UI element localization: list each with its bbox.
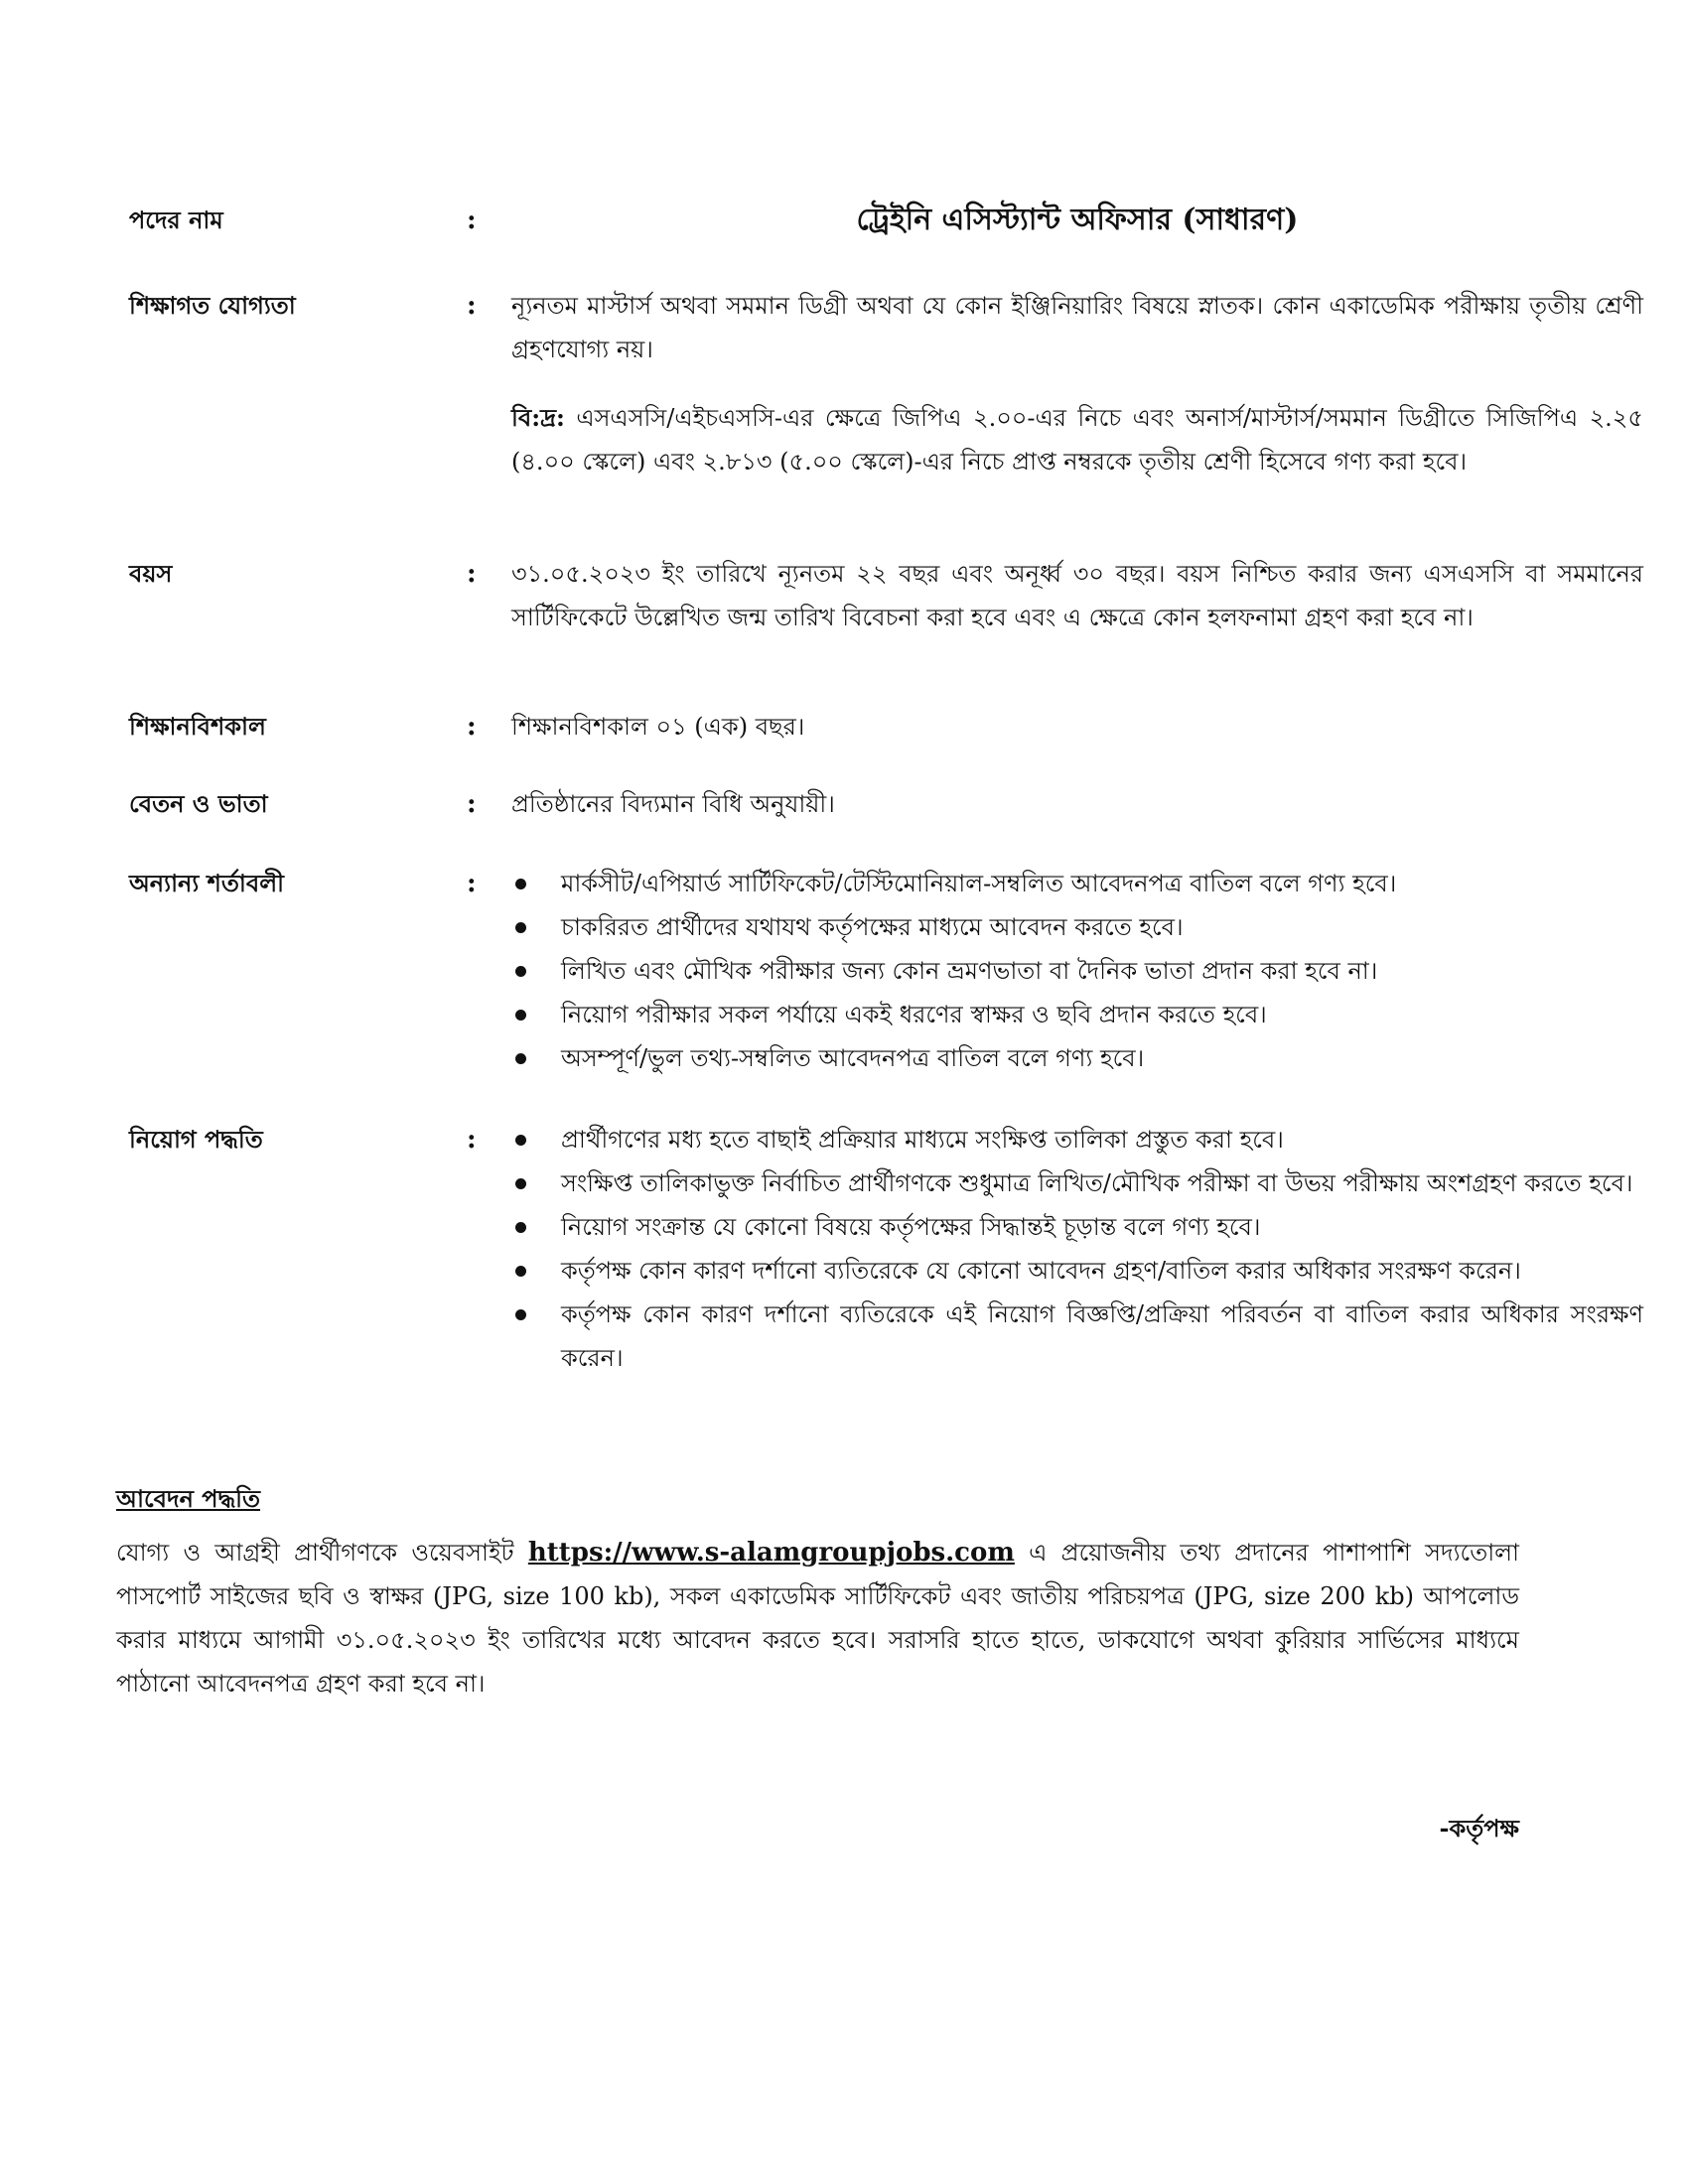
age-label: বয়স bbox=[129, 559, 173, 588]
bullet-icon bbox=[515, 1053, 526, 1064]
website-link[interactable]: https://www.s-alamgroupjobs.com bbox=[527, 1538, 1015, 1568]
education-colon: : bbox=[467, 291, 477, 321]
apply-body bbox=[116, 1531, 1519, 1706]
apply-text-after: এ প্রয়োজনীয় তথ্য প্রদানের পাশাপাশি সদ্যতোলা পাসপোর্ট সাইজের ছবি ও স্বাক্ষর (JPG, size 100 kb), সকল একাডেমিক সার্টিফিকেট এবং জাতীয় পরিচয়পত্র (JPG, size 200 kb) আপলোড করার মাধ্যমে আগামী ৩১.০৫.২০২৩ ইং তারিখের মধ্যে আবেদন করতে হবে। সরাসরি হাতে হাতে, ডাকযোগে অথবা কুরিয়ার সার্ভিসের মাধ্যমে পাঠানো আবেদনপত্র গ্রহণ করা হবে না। bbox=[116, 1539, 1520, 1698]
list-item: অসম্পূর্ণ/ভুল তথ্য-সম্বলিত আবেদনপত্র বাতিল বলে গণ্য হবে। bbox=[511, 1036, 1643, 1080]
list-item: চাকরিরত প্রার্থীদের যথাযথ কর্তৃপক্ষের মাধ্যমে আবেদন করতে হবে। bbox=[511, 905, 1643, 949]
list-item: কর্তৃপক্ষ কোন কারণ দর্শানো ব্যতিরেকে যে কোনো আবেদন গ্রহণ/বাতিল করার অধিকার সংরক্ষণ করেন। bbox=[511, 1249, 1643, 1293]
salary-value: প্রতিষ্ঠানের বিদ্যমান বিধি অনুযায়ী। bbox=[511, 790, 835, 818]
age-colon: : bbox=[467, 559, 477, 589]
salary-label: বেতন ও ভাতা bbox=[129, 789, 268, 818]
post-colon: : bbox=[467, 205, 477, 235]
bullet-icon bbox=[515, 1309, 526, 1320]
education-label: শিক্ষাগত যোগ্যতা bbox=[129, 291, 296, 320]
bullet-icon bbox=[515, 966, 526, 977]
probation-colon: : bbox=[467, 712, 477, 742]
list-item: লিখিত এবং মৌখিক পরীক্ষার জন্য কোন ভ্রমণভাতা বা দৈনিক ভাতা প্রদান করা হবে না। bbox=[511, 949, 1643, 993]
bullet-icon bbox=[515, 1266, 526, 1277]
conditions-list-wrap bbox=[511, 862, 1643, 1080]
bullet-icon bbox=[515, 1010, 526, 1021]
bullet-icon bbox=[515, 1135, 526, 1146]
probation-value: শিক্ষানবিশকাল ০১ (এক) বছর। bbox=[511, 713, 805, 741]
list-item: মার্কসীট/এপিয়ার্ড সার্টিফিকেট/টেস্টিমোনিয়াল-সম্বলিত আবেদনপত্র বাতিল বলে গণ্য হবে। bbox=[511, 862, 1643, 905]
age-value: ৩১.০৫.২০২৩ ইং তারিখে ন্যূনতম ২২ বছর এবং অনূর্ধ্ব ৩০ বছর। বয়স নিশ্চিত করার জন্য এসএসসি বা সমমানের সার্টিফিকেটে উল্লেখিত জন্ম তারিখ বিবেচনা করা হবে এবং এ ক্ষেত্রে কোন হলফনামা গ্রহণ করা হবে না। bbox=[511, 560, 1643, 631]
note-text: এসএসসি/এইচএসসি-এর ক্ষেত্রে জিপিএ ২.০০-এর নিচে এবং অনার্স/মাস্টার্স/সমমান ডিগ্রীতে সিজিপিএ ২.২৫ (৪.০০ স্কেলে) এবং ২.৮১৩ (৫.০০ স্কেলে)-এর নিচে প্রাপ্ত নম্বরকে তৃতীয় শ্রেণী হিসেবে গণ্য করা হবে। bbox=[511, 404, 1643, 476]
bullet-icon bbox=[515, 1222, 526, 1233]
list-item: নিয়োগ পরীক্ষার সকল পর্যায়ে একই ধরণের স্বাক্ষর ও ছবি প্রদান করতে হবে। bbox=[511, 993, 1643, 1036]
recruitment-colon: : bbox=[467, 1125, 477, 1155]
education-text: ন্যূনতম মাস্টার্স অথবা সমমান ডিগ্রী অথবা যে কোন ইঞ্জিনিয়ারিং বিষয়ে স্নাতক। কোন একাডেমিক পরীক্ষায় তৃতীয় শ্রেণী গ্রহণযোগ্য নয়। bbox=[511, 292, 1643, 363]
list-item: প্রার্থীগণের মধ্য হতে বাছাই প্রক্রিয়ার মাধ্যমে সংক্ষিপ্ত তালিকা প্রস্তুত করা হবে। bbox=[511, 1118, 1643, 1161]
probation-label: শিক্ষানবিশকাল bbox=[129, 712, 266, 741]
apply-text-before: যোগ্য ও আগ্রহী প্রার্থীগণকে ওয়েবসাইট bbox=[116, 1539, 528, 1567]
recruitment-list bbox=[511, 1118, 1643, 1380]
conditions-colon: : bbox=[467, 869, 477, 898]
education-value bbox=[511, 284, 1643, 483]
salary-colon: : bbox=[467, 789, 477, 819]
recruitment-label: নিয়োগ পদ্ধতি bbox=[129, 1125, 263, 1154]
apply-heading: আবেদন পদ্ধতি bbox=[116, 1484, 261, 1513]
authority-signature: -কর্তৃপক্ষ bbox=[1439, 1814, 1519, 1843]
list-item: কর্তৃপক্ষ কোন কারণ দর্শানো ব্যতিরেকে এই নিয়োগ বিজ্ঞপ্তি/প্রক্রিয়া পরিবর্তন বা বাতিল করার অধিকার সংরক্ষণ করেন। bbox=[511, 1293, 1643, 1380]
bullet-icon bbox=[515, 922, 526, 933]
recruitment-list-wrap bbox=[511, 1118, 1643, 1380]
post-title: ট্রেইনি এসিস্ট্যান্ট অফিসার (সাধারণ) bbox=[856, 203, 1299, 237]
list-item: সংক্ষিপ্ত তালিকাভুক্ত নির্বাচিত প্রার্থীগণকে শুধুমাত্র লিখিত/মৌখিক পরীক্ষা বা উভয় পরীক্ষায় অংশগ্রহণ করতে হবে। bbox=[511, 1161, 1643, 1205]
note-prefix: বি:দ্র: bbox=[511, 403, 565, 432]
education-note bbox=[511, 396, 1643, 483]
bullet-icon bbox=[515, 1178, 526, 1189]
conditions-list bbox=[511, 862, 1643, 1080]
bullet-icon bbox=[515, 879, 526, 889]
conditions-label: অন্যান্য শর্তাবলী bbox=[129, 869, 284, 897]
post-label: পদের নাম bbox=[129, 205, 223, 234]
list-item: নিয়োগ সংক্রান্ত যে কোনো বিষয়ে কর্তৃপক্ষের সিদ্ধান্তই চূড়ান্ত বলে গণ্য হবে। bbox=[511, 1205, 1643, 1249]
